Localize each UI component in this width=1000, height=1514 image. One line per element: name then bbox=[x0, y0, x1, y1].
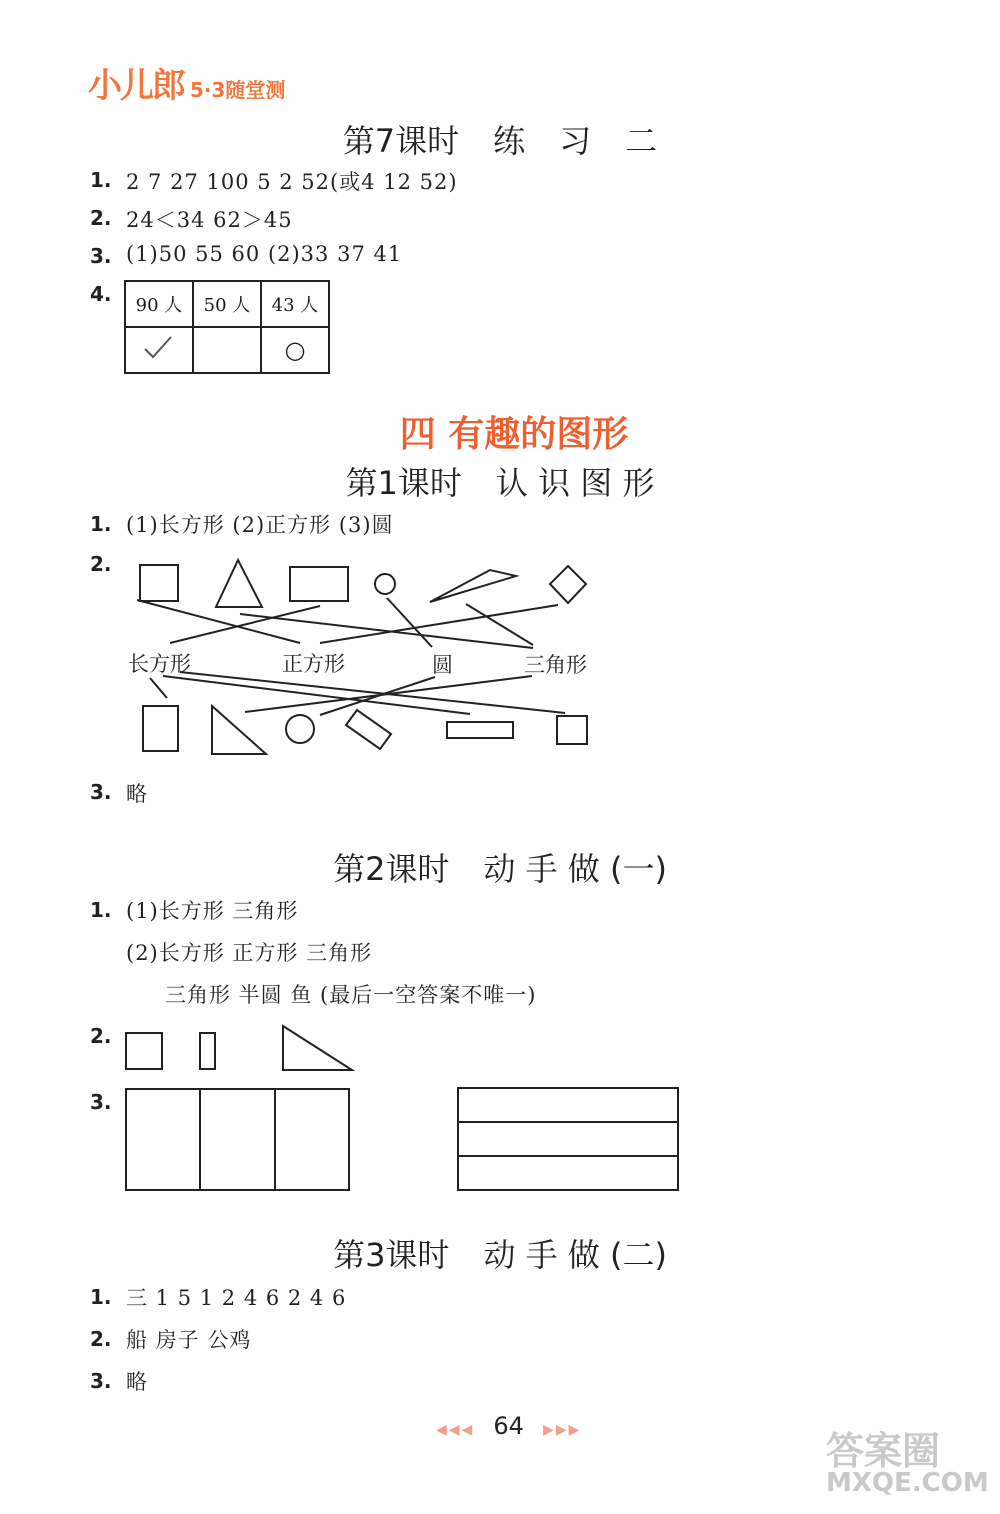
circle-shape bbox=[286, 715, 314, 743]
table-cell: 90 人 bbox=[125, 281, 193, 327]
circle-shape bbox=[375, 574, 395, 594]
q-number: 1. bbox=[90, 898, 112, 922]
answer-text: 三角形 半圆 鱼 (最后一空答案不唯一) bbox=[165, 983, 537, 1007]
match-line bbox=[320, 677, 435, 715]
q-number: 3. bbox=[90, 1090, 112, 1114]
triangle-shape bbox=[212, 706, 266, 754]
answer-text: (2)长方形 正方形 三角形 bbox=[126, 941, 373, 965]
rectangle-shape bbox=[346, 710, 391, 749]
q-number: 3. bbox=[90, 780, 112, 804]
brand-sub: 5·3随堂测 bbox=[190, 78, 286, 102]
answer-text: 三 1 5 1 2 4 6 2 4 6 bbox=[126, 1286, 347, 1310]
right-arrows-icon: ▶▶▶ bbox=[543, 1422, 582, 1438]
q-number: 3. bbox=[90, 1369, 112, 1393]
brand-main: 小儿郎 bbox=[88, 66, 184, 106]
q-number: 2. bbox=[90, 206, 112, 230]
divided-rectangle bbox=[126, 1089, 349, 1190]
q-number: 2. bbox=[90, 1024, 112, 1048]
shape-label-circle: 圆 bbox=[432, 653, 453, 677]
square-shape bbox=[550, 566, 586, 603]
answer-text: 船 房子 公鸡 bbox=[126, 1328, 252, 1352]
shape-label-triangle: 三角形 bbox=[524, 653, 587, 677]
watermark-logo: 答案圈 bbox=[826, 1429, 941, 1473]
answer-text: (1)长方形 (2)正方形 (3)圆 bbox=[126, 513, 394, 537]
square-shape bbox=[557, 716, 587, 744]
left-arrows-icon: ◀◀◀ bbox=[436, 1422, 475, 1438]
shape-label-square: 正方形 bbox=[282, 652, 345, 676]
table-cell: 43 人 bbox=[261, 281, 329, 327]
rectangle-shape bbox=[143, 706, 178, 751]
lesson3-title: 第3课时 动 手 做 (二) bbox=[333, 1236, 667, 1274]
unit-title: 四 有趣的图形 bbox=[399, 414, 629, 455]
watermark-url: MXQE.COM bbox=[826, 1468, 989, 1498]
rectangle-shape bbox=[200, 1033, 215, 1069]
square-shape bbox=[126, 1033, 162, 1069]
square-shape bbox=[140, 565, 178, 601]
answer-text: (1)长方形 三角形 bbox=[126, 899, 299, 923]
page-number: 64 bbox=[493, 1412, 524, 1440]
match-line bbox=[170, 606, 320, 643]
divided-rectangle bbox=[458, 1088, 678, 1190]
q-number: 3. bbox=[90, 244, 112, 268]
q-number: 4. bbox=[90, 282, 112, 306]
answer-text: (1)50 55 60 (2)33 37 41 bbox=[126, 242, 403, 266]
triangle-shape bbox=[216, 560, 262, 607]
circle-mark-cell: ○ bbox=[261, 327, 329, 373]
answer-text: 2 7 27 100 5 2 52(或4 12 52) bbox=[126, 170, 458, 194]
triangle-shape bbox=[283, 1026, 352, 1070]
page-footer bbox=[436, 1412, 581, 1440]
q-number: 1. bbox=[90, 512, 112, 536]
match-line bbox=[387, 598, 432, 647]
shape-label-rectangle: 长方形 bbox=[128, 652, 191, 676]
answer-text: 略 bbox=[126, 782, 148, 806]
answer-text: 略 bbox=[126, 1370, 148, 1394]
q-number: 2. bbox=[90, 552, 112, 576]
lesson7-title: 第7课时 练 习 二 bbox=[342, 122, 658, 160]
lesson2-title: 第2课时 动 手 做 (一) bbox=[333, 850, 667, 888]
rectangle-shape bbox=[447, 722, 513, 738]
answer-text: 24＜34 62＞45 bbox=[126, 208, 293, 232]
triangle-shape bbox=[430, 570, 516, 602]
rectangle-shape bbox=[290, 567, 348, 601]
match-line bbox=[150, 678, 167, 698]
q-number: 1. bbox=[90, 168, 112, 192]
table-cell: 50 人 bbox=[193, 281, 261, 327]
q-number: 2. bbox=[90, 1327, 112, 1351]
q-number: 1. bbox=[90, 1285, 112, 1309]
lesson1-title: 第1课时 认 识 图 形 bbox=[345, 464, 655, 502]
match-line bbox=[245, 676, 532, 712]
